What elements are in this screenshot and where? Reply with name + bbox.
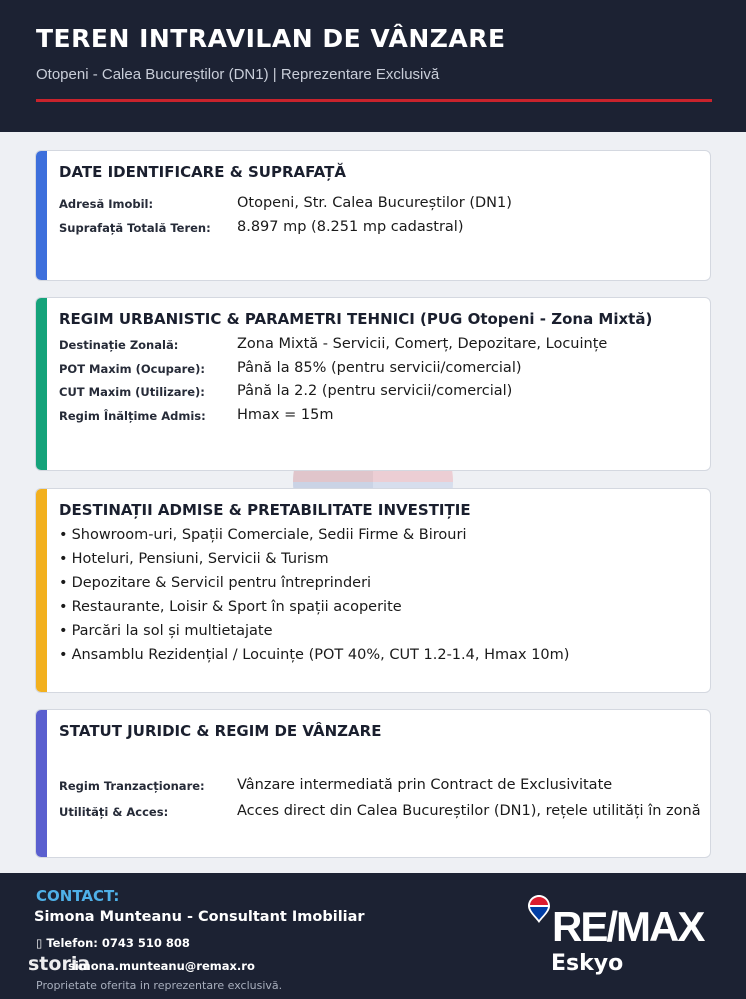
- page-subtitle: Otopeni - Calea Bucureștilor (DN1) | Reprezentare Exclusivă: [36, 66, 440, 83]
- info-value: Vânzare intermediată prin Contract de Exclusivitate: [237, 777, 613, 793]
- section-identificare: [35, 150, 711, 281]
- storia-logo: storia: [28, 953, 91, 975]
- page-title: TEREN INTRAVILAN DE VÂNZARE: [36, 24, 506, 53]
- list-item: • Parcări la sol și multietajate: [59, 623, 273, 639]
- info-row-suprafata: [59, 219, 700, 241]
- info-value: Până la 2.2 (pentru servicii/comercial): [237, 383, 513, 399]
- info-value: 8.897 mp (8.251 mp cadastral): [237, 219, 464, 235]
- info-row-cut: [59, 383, 700, 405]
- section-accent-bar: [36, 489, 47, 692]
- contact-footer: [0, 873, 746, 999]
- info-value: Otopeni, Str. Calea Bucureștilor (DN1): [237, 195, 512, 211]
- destinatii-list: [59, 527, 569, 671]
- info-label: CUT Maxim (Utilizare):: [59, 385, 205, 399]
- info-label: Regim Tranzacționare:: [59, 779, 205, 793]
- section-juridic: [35, 709, 711, 858]
- info-label: POT Maxim (Ocupare):: [59, 362, 205, 376]
- page-header: [0, 0, 746, 132]
- section-heading: DESTINAȚII ADMISE & PRETABILITATE INVESTIȚIE: [59, 501, 471, 519]
- info-row-utilitati: [59, 803, 700, 825]
- section-heading: DATE IDENTIFICARE & SUPRAFAȚĂ: [59, 163, 346, 181]
- info-row-regim-inaltime: [59, 407, 700, 429]
- section-accent-bar: [36, 151, 47, 280]
- section-heading: STATUT JURIDIC & REGIM DE VÂNZARE: [59, 722, 382, 740]
- list-item: • Ansamblu Rezidențial / Locuințe (POT 40%, CUT 1.2-1.4, Hmax 10m): [59, 647, 570, 663]
- section-urbanism: [35, 297, 711, 471]
- contact-title: CONTACT:: [36, 887, 120, 905]
- section-heading: REGIM URBANISTIC & PARAMETRI TEHNICI (PUG Otopeni - Zona Mixtă): [59, 310, 653, 328]
- list-item: • Hoteluri, Pensiuni, Servicii & Turism: [59, 551, 329, 567]
- info-label: Suprafață Totală Teren:: [59, 221, 211, 235]
- list-item: • Showroom-uri, Spații Comerciale, Sedii Firme & Birouri: [59, 527, 467, 543]
- info-row-adresa: [59, 195, 700, 217]
- section-accent-bar: [36, 710, 47, 857]
- info-label: Utilități & Acces:: [59, 805, 169, 819]
- info-value: Zona Mixtă - Servicii, Comerț, Depozitare, Locuințe: [237, 336, 608, 352]
- list-item: • Restaurante, Loisir & Sport în spații acoperite: [59, 599, 402, 615]
- info-label: Adresă Imobil:: [59, 197, 154, 211]
- info-label: Destinație Zonală:: [59, 338, 179, 352]
- exclusive-note: Proprietate oferita in reprezentare exclusivă.: [36, 979, 283, 992]
- list-item: • Depozitare & Servicil pentru întreprinderi: [59, 575, 372, 591]
- office-name: Eskyo: [551, 951, 624, 976]
- info-row-destinatie: [59, 336, 700, 358]
- info-value: Acces direct din Calea Bucureștilor (DN1), rețele utilități în zonă: [237, 803, 701, 819]
- header-divider: [36, 99, 712, 102]
- info-value: Până la 85% (pentru servicii/comercial): [237, 360, 522, 376]
- remax-wordmark: RE/MAX: [552, 903, 704, 950]
- info-value: Hmax = 15m: [237, 407, 334, 423]
- section-destinatii: [35, 488, 711, 693]
- section-accent-bar: [36, 298, 47, 470]
- agent-email[interactable]: simona.munteanu@remax.ro: [68, 959, 255, 973]
- agent-name: Simona Munteanu - Consultant Imobiliar: [34, 909, 365, 925]
- agent-phone[interactable]: ▯ Telefon: 0743 510 808: [36, 936, 190, 950]
- info-label: Regim Înălțime Admis:: [59, 409, 206, 423]
- info-row-regim-tranzactionare: [59, 777, 700, 799]
- info-row-pot: [59, 360, 700, 382]
